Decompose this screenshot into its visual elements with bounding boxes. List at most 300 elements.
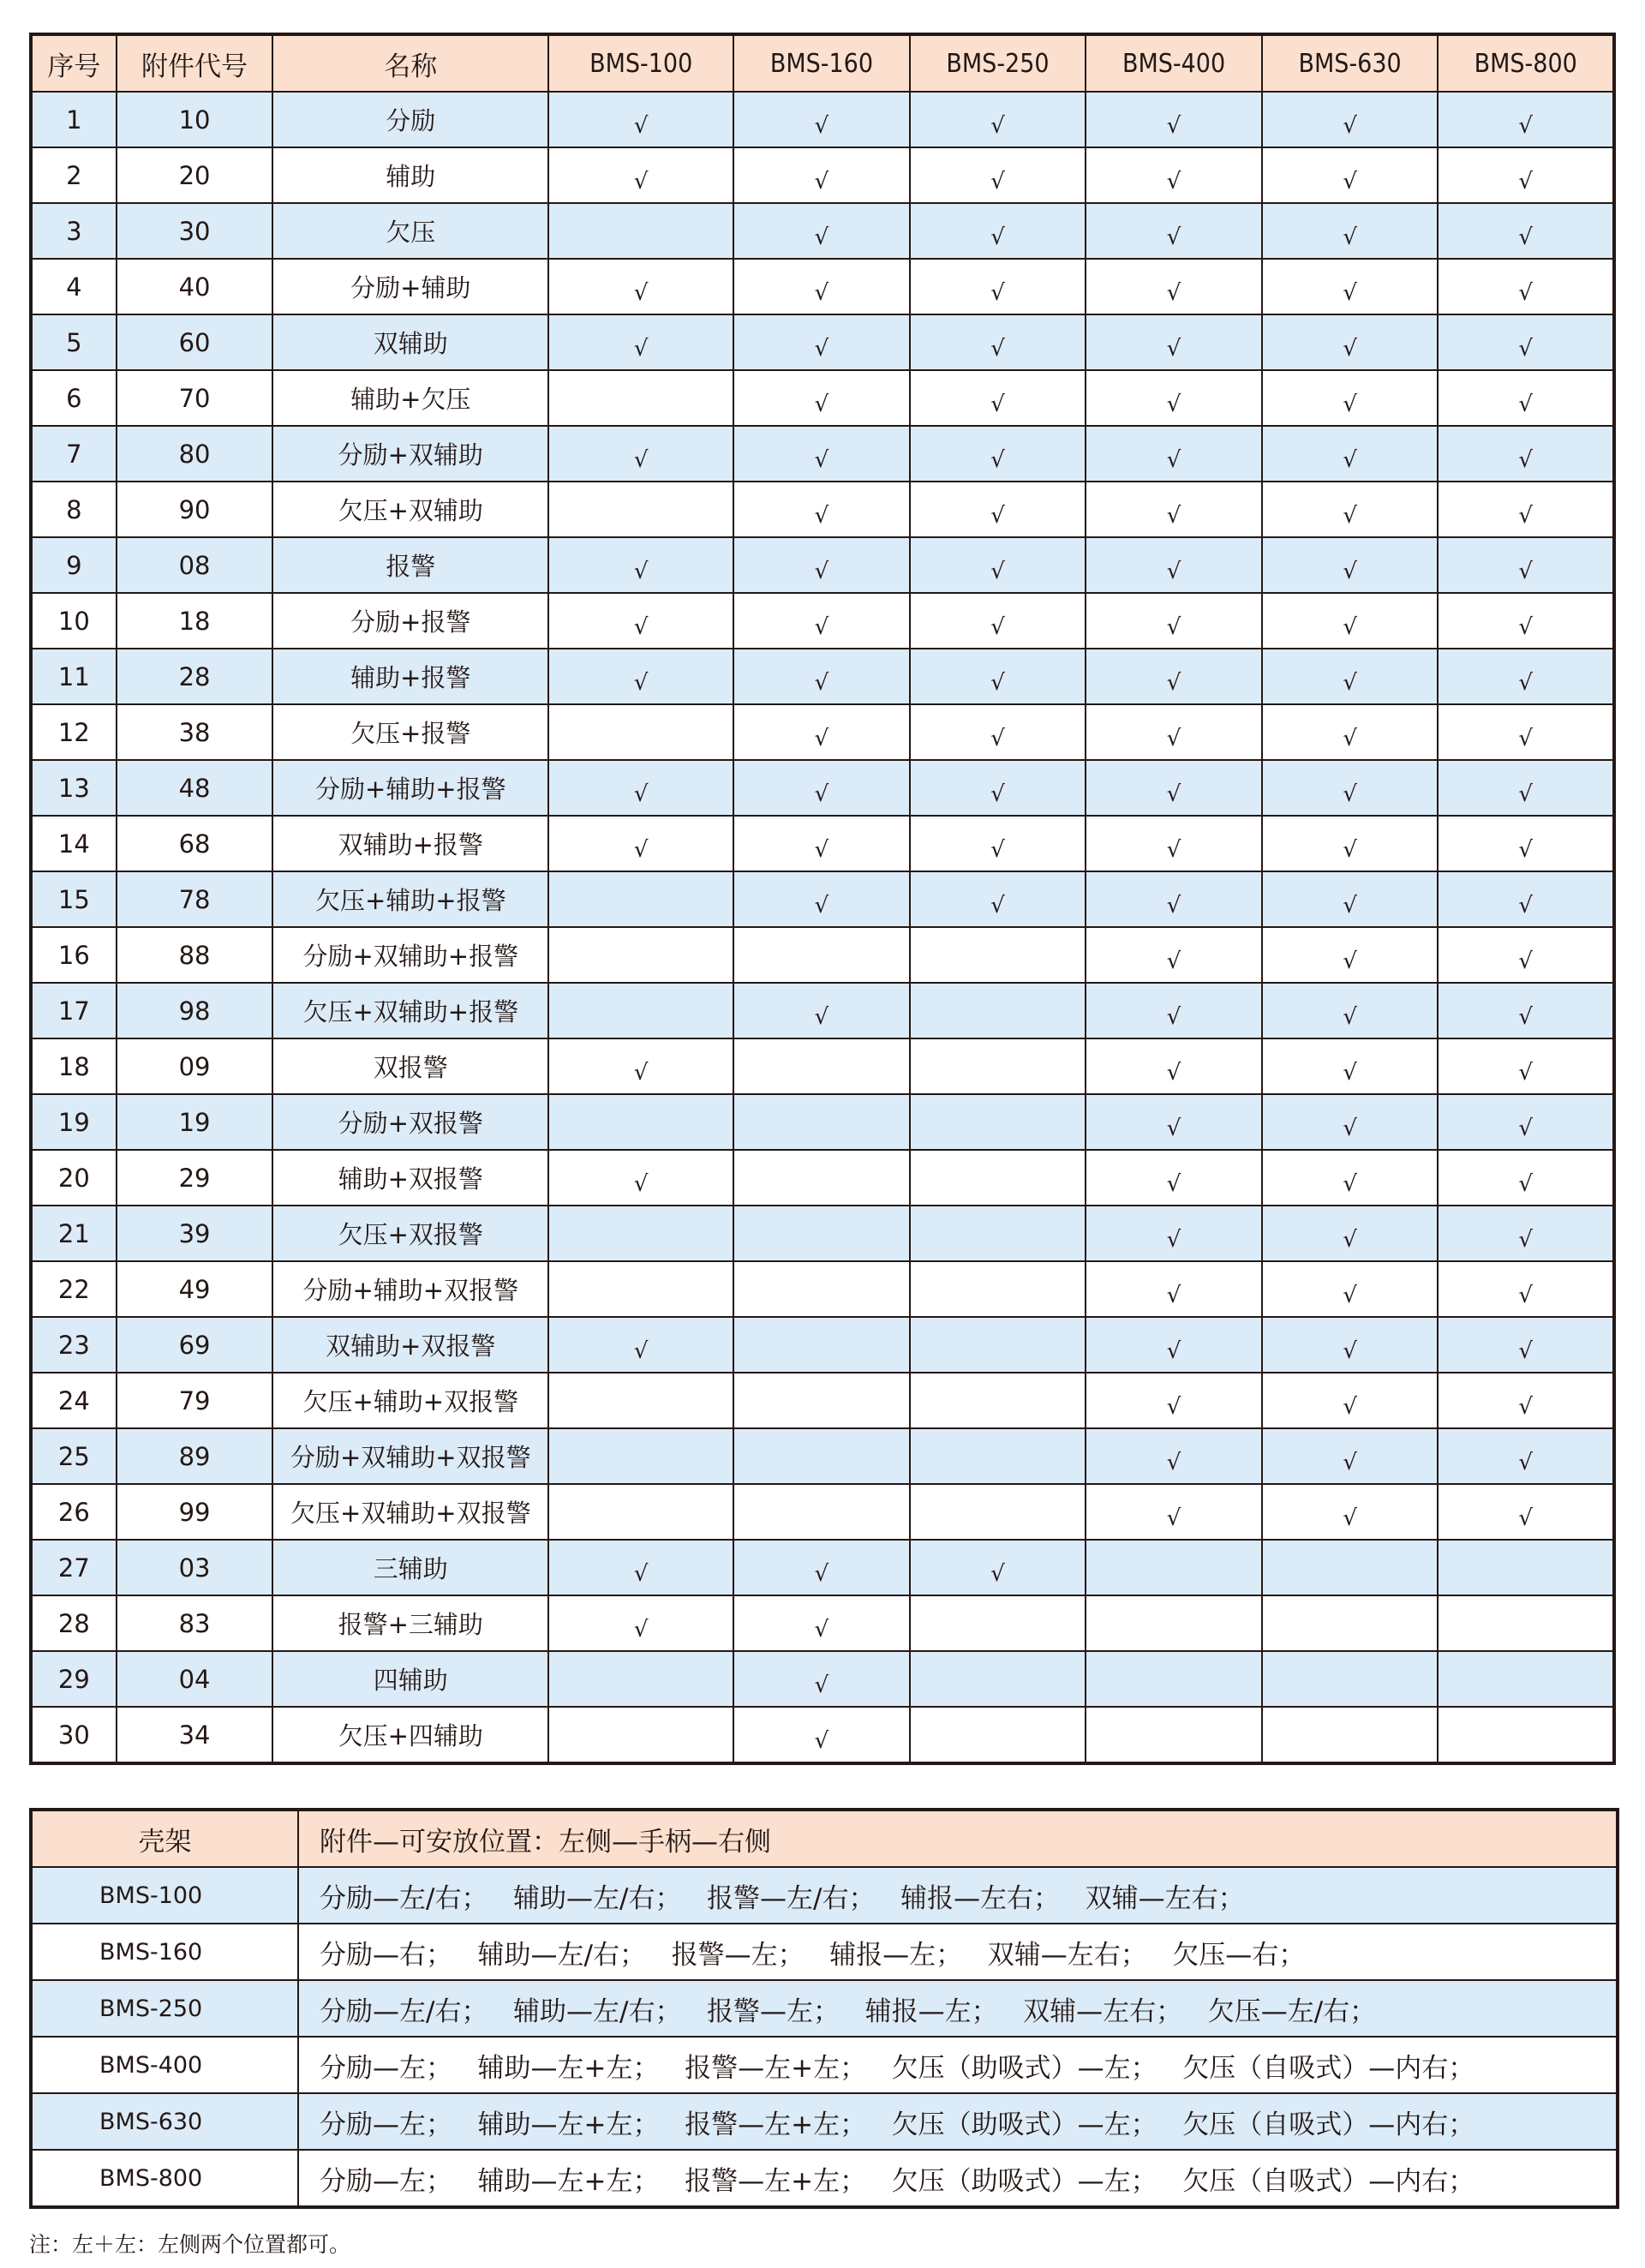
check-mark-icon: √	[633, 836, 649, 863]
table-row	[31, 1428, 1614, 1484]
check-cell	[1438, 482, 1614, 537]
check-cell	[548, 370, 733, 426]
seq-cell: 19	[31, 1094, 117, 1150]
table-header-row	[31, 34, 1614, 92]
name-cell: 欠压+辅助+双报警	[272, 1373, 548, 1428]
check-cell	[548, 1595, 733, 1651]
check-cell	[548, 649, 733, 704]
seq-cell: 1	[31, 92, 117, 147]
position-text-cell: 分励—左/右； 辅助—左/右； 报警—左； 辅报—左； 双辅—左右； 欠压—左/右；	[298, 1980, 1618, 2037]
check-cell	[548, 593, 733, 649]
check-cell	[1438, 1038, 1614, 1094]
check-cell	[548, 1206, 733, 1261]
check-cell	[1262, 1484, 1439, 1540]
check-mark-icon: √	[1518, 781, 1533, 807]
check-cell	[1086, 537, 1262, 593]
check-mark-icon: √	[633, 1059, 649, 1086]
table-row	[31, 2037, 1618, 2093]
check-cell	[1086, 482, 1262, 537]
check-mark-icon: √	[1518, 279, 1533, 306]
check-mark-icon: √	[814, 892, 829, 919]
check-cell	[733, 92, 910, 147]
check-mark-icon: √	[1343, 1115, 1357, 1141]
check-cell	[1438, 704, 1614, 760]
check-cell	[1086, 92, 1262, 147]
check-cell	[1438, 147, 1614, 203]
table-row	[31, 2093, 1618, 2150]
check-mark-icon: √	[1343, 558, 1357, 584]
name-cell: 辅助+报警	[272, 649, 548, 704]
check-mark-icon: √	[1166, 224, 1181, 250]
name-cell: 分励	[272, 92, 548, 147]
check-mark-icon: √	[1166, 1505, 1181, 1531]
check-cell	[1086, 203, 1262, 259]
check-cell	[1262, 1651, 1439, 1707]
check-cell	[548, 1373, 733, 1428]
check-mark-icon: √	[814, 1727, 829, 1754]
check-cell	[733, 760, 910, 816]
position-text-cell: 分励—左； 辅助—左+左； 报警—左+左； 欠压（助吸式）—左； 欠压（自吸式）—内右；	[298, 2150, 1618, 2207]
check-cell	[910, 259, 1086, 314]
header-model: BMS-160	[733, 34, 910, 92]
table-row	[31, 1980, 1618, 2037]
check-cell	[910, 1373, 1086, 1428]
check-cell	[1438, 1317, 1614, 1373]
name-cell: 欠压+四辅助	[272, 1707, 548, 1763]
seq-cell: 23	[31, 1317, 117, 1373]
check-cell	[1086, 1038, 1262, 1094]
check-cell	[1262, 1373, 1439, 1428]
check-cell	[1086, 259, 1262, 314]
code-cell: 80	[117, 426, 273, 482]
name-cell: 欠压+双辅助	[272, 482, 548, 537]
code-cell: 49	[117, 1261, 273, 1317]
code-cell: 30	[117, 203, 273, 259]
check-mark-icon: √	[1518, 391, 1533, 417]
check-cell	[910, 1206, 1086, 1261]
frame-cell: BMS-630	[31, 2093, 298, 2150]
check-cell	[1086, 1206, 1262, 1261]
seq-cell: 4	[31, 259, 117, 314]
check-mark-icon: √	[814, 669, 829, 696]
check-mark-icon: √	[1166, 1170, 1181, 1197]
check-cell	[1438, 593, 1614, 649]
check-mark-icon: √	[1166, 781, 1181, 807]
code-cell: 60	[117, 314, 273, 370]
check-mark-icon: √	[1518, 1115, 1533, 1141]
check-mark-icon: √	[814, 168, 829, 194]
check-mark-icon: √	[1343, 446, 1357, 473]
table-row	[31, 1540, 1614, 1595]
check-cell	[1438, 1484, 1614, 1540]
check-cell	[1262, 1038, 1439, 1094]
table-row	[31, 760, 1614, 816]
check-mark-icon: √	[814, 446, 829, 473]
check-cell	[1262, 370, 1439, 426]
position-text-cell: 分励—左/右； 辅助—左/右； 报警—左/右； 辅报—左右； 双辅—左右；	[298, 1867, 1618, 1924]
check-cell	[910, 760, 1086, 816]
check-cell	[548, 92, 733, 147]
check-cell	[1086, 314, 1262, 370]
check-mark-icon: √	[990, 224, 1005, 250]
seq-cell: 2	[31, 147, 117, 203]
check-cell	[733, 370, 910, 426]
check-cell	[733, 1651, 910, 1707]
table-row	[31, 1867, 1618, 1924]
check-cell	[910, 1094, 1086, 1150]
header-frame: 壳架	[31, 1810, 298, 1867]
footnote: 注：左＋左：左侧两个位置都可。	[29, 2232, 351, 2257]
check-mark-icon: √	[1166, 335, 1181, 362]
frame-cell: BMS-800	[31, 2150, 298, 2207]
check-mark-icon: √	[990, 112, 1005, 139]
check-cell	[1086, 1595, 1262, 1651]
frame-cell: BMS-400	[31, 2037, 298, 2093]
table-row	[31, 1707, 1614, 1763]
check-cell	[1086, 871, 1262, 927]
check-mark-icon: √	[1518, 1449, 1533, 1475]
check-cell	[733, 1540, 910, 1595]
check-mark-icon: √	[1166, 112, 1181, 139]
check-cell	[1438, 370, 1614, 426]
check-cell	[548, 314, 733, 370]
table-row	[31, 1484, 1614, 1540]
check-mark-icon: √	[1166, 669, 1181, 696]
name-cell: 双辅助+报警	[272, 816, 548, 871]
check-cell	[1262, 927, 1439, 983]
position-text-cell: 分励—右； 辅助—左/右； 报警—左； 辅报—左； 双辅—左右； 欠压—右；	[298, 1924, 1618, 1980]
code-cell: 19	[117, 1094, 273, 1150]
check-cell	[733, 1261, 910, 1317]
check-mark-icon: √	[990, 781, 1005, 807]
check-mark-icon: √	[633, 613, 649, 640]
check-mark-icon: √	[1166, 168, 1181, 194]
check-cell	[1086, 1317, 1262, 1373]
check-mark-icon: √	[1518, 669, 1533, 696]
check-cell	[548, 537, 733, 593]
name-cell: 欠压	[272, 203, 548, 259]
check-mark-icon: √	[633, 669, 649, 696]
table-row	[31, 482, 1614, 537]
check-cell	[1262, 1317, 1439, 1373]
check-cell	[1438, 871, 1614, 927]
table-row	[31, 147, 1614, 203]
check-cell	[1438, 1595, 1614, 1651]
name-cell: 四辅助	[272, 1651, 548, 1707]
name-cell: 分励+报警	[272, 593, 548, 649]
check-mark-icon: √	[1518, 1393, 1533, 1420]
check-cell	[548, 1707, 733, 1763]
code-cell: 88	[117, 927, 273, 983]
position-text-cell: 分励—左； 辅助—左+左； 报警—左+左； 欠压（助吸式）—左； 欠压（自吸式）—内右；	[298, 2037, 1618, 2093]
table-row	[31, 259, 1614, 314]
check-mark-icon: √	[990, 558, 1005, 584]
code-cell: 98	[117, 983, 273, 1038]
check-mark-icon: √	[1518, 335, 1533, 362]
header-model: BMS-100	[548, 34, 733, 92]
check-mark-icon: √	[1166, 1003, 1181, 1030]
check-mark-icon: √	[1166, 391, 1181, 417]
check-cell	[733, 314, 910, 370]
check-cell	[733, 1206, 910, 1261]
check-cell	[1086, 1707, 1262, 1763]
check-cell	[1438, 983, 1614, 1038]
check-mark-icon: √	[1166, 725, 1181, 751]
check-cell	[910, 871, 1086, 927]
check-cell	[733, 203, 910, 259]
check-cell	[1262, 147, 1439, 203]
check-cell	[1262, 1428, 1439, 1484]
check-cell	[733, 537, 910, 593]
check-cell	[548, 1540, 733, 1595]
check-mark-icon: √	[814, 725, 829, 751]
name-cell: 分励+双辅助+双报警	[272, 1428, 548, 1484]
check-cell	[733, 871, 910, 927]
mounting-position-table	[29, 1808, 1619, 2209]
table-row	[31, 314, 1614, 370]
check-mark-icon: √	[990, 613, 1005, 640]
check-cell	[1438, 537, 1614, 593]
accessory-compatibility-table	[29, 33, 1616, 1765]
check-cell	[910, 1595, 1086, 1651]
check-cell	[1438, 1206, 1614, 1261]
code-cell: 20	[117, 147, 273, 203]
accessory-table-body	[31, 92, 1614, 1763]
check-mark-icon: √	[633, 558, 649, 584]
check-mark-icon: √	[990, 335, 1005, 362]
check-cell	[548, 983, 733, 1038]
name-cell: 欠压+辅助+报警	[272, 871, 548, 927]
check-mark-icon: √	[1166, 1337, 1181, 1364]
check-mark-icon: √	[814, 1672, 829, 1698]
check-cell	[1086, 426, 1262, 482]
check-cell	[1086, 816, 1262, 871]
seq-cell: 9	[31, 537, 117, 593]
check-mark-icon: √	[1343, 1059, 1357, 1086]
check-cell	[1262, 314, 1439, 370]
check-mark-icon: √	[1518, 613, 1533, 640]
check-cell	[548, 704, 733, 760]
header-model: BMS-400	[1086, 34, 1262, 92]
check-cell	[910, 1540, 1086, 1595]
check-cell	[548, 1094, 733, 1150]
check-mark-icon: √	[1518, 502, 1533, 529]
check-cell	[733, 259, 910, 314]
code-cell: 70	[117, 370, 273, 426]
check-mark-icon: √	[1343, 1337, 1357, 1364]
seq-cell: 24	[31, 1373, 117, 1428]
code-cell: 10	[117, 92, 273, 147]
header-model: BMS-250	[910, 34, 1086, 92]
check-mark-icon: √	[1343, 224, 1357, 250]
check-cell	[1086, 370, 1262, 426]
seq-cell: 28	[31, 1595, 117, 1651]
check-cell	[910, 1317, 1086, 1373]
code-cell: 18	[117, 593, 273, 649]
name-cell: 辅助	[272, 147, 548, 203]
check-cell	[1086, 1261, 1262, 1317]
check-mark-icon: √	[1343, 613, 1357, 640]
code-cell: 09	[117, 1038, 273, 1094]
check-cell	[1086, 1428, 1262, 1484]
check-cell	[1438, 92, 1614, 147]
check-mark-icon: √	[1518, 1059, 1533, 1086]
check-mark-icon: √	[1343, 1226, 1357, 1253]
check-mark-icon: √	[1518, 224, 1533, 250]
check-cell	[1262, 593, 1439, 649]
check-cell	[910, 314, 1086, 370]
check-cell	[1262, 203, 1439, 259]
table-header-row	[31, 1810, 1618, 1867]
check-mark-icon: √	[1166, 279, 1181, 306]
check-mark-icon: √	[814, 112, 829, 139]
header-model: BMS-800	[1438, 34, 1614, 92]
check-mark-icon: √	[1343, 948, 1357, 974]
seq-cell: 30	[31, 1707, 117, 1763]
check-mark-icon: √	[1518, 1226, 1533, 1253]
check-cell	[1086, 593, 1262, 649]
check-mark-icon: √	[633, 446, 649, 473]
name-cell: 欠压+报警	[272, 704, 548, 760]
check-mark-icon: √	[1343, 1449, 1357, 1475]
seq-cell: 10	[31, 593, 117, 649]
seq-cell: 20	[31, 1150, 117, 1206]
check-cell	[733, 1484, 910, 1540]
check-mark-icon: √	[814, 502, 829, 529]
check-cell	[548, 1038, 733, 1094]
check-cell	[910, 983, 1086, 1038]
header-name: 名称	[272, 34, 548, 92]
code-cell: 68	[117, 816, 273, 871]
check-mark-icon: √	[1343, 725, 1357, 751]
check-cell	[1086, 649, 1262, 704]
check-mark-icon: √	[990, 279, 1005, 306]
name-cell: 辅助+双报警	[272, 1150, 548, 1206]
check-cell	[910, 1707, 1086, 1763]
check-mark-icon: √	[1166, 1393, 1181, 1420]
code-cell: 83	[117, 1595, 273, 1651]
seq-cell: 16	[31, 927, 117, 983]
check-mark-icon: √	[633, 1337, 649, 1364]
check-cell	[733, 1038, 910, 1094]
name-cell: 辅助+欠压	[272, 370, 548, 426]
check-mark-icon: √	[1343, 279, 1357, 306]
name-cell: 三辅助	[272, 1540, 548, 1595]
check-cell	[1438, 1373, 1614, 1428]
check-mark-icon: √	[814, 1003, 829, 1030]
check-cell	[548, 1261, 733, 1317]
check-cell	[1438, 649, 1614, 704]
check-cell	[1086, 760, 1262, 816]
check-cell	[910, 203, 1086, 259]
check-cell	[733, 1373, 910, 1428]
code-cell: 48	[117, 760, 273, 816]
check-cell	[733, 1428, 910, 1484]
check-cell	[1438, 1707, 1614, 1763]
check-cell	[1438, 1150, 1614, 1206]
name-cell: 分励+辅助+双报警	[272, 1261, 548, 1317]
check-cell	[1262, 537, 1439, 593]
code-cell: 99	[117, 1484, 273, 1540]
check-mark-icon: √	[1166, 1449, 1181, 1475]
code-cell: 34	[117, 1707, 273, 1763]
seq-cell: 25	[31, 1428, 117, 1484]
frame-cell: BMS-250	[31, 1980, 298, 2037]
check-cell	[1262, 816, 1439, 871]
check-cell	[910, 927, 1086, 983]
check-mark-icon: √	[1166, 1282, 1181, 1308]
check-cell	[910, 1651, 1086, 1707]
check-mark-icon: √	[1166, 948, 1181, 974]
check-cell	[733, 927, 910, 983]
check-mark-icon: √	[1166, 558, 1181, 584]
check-mark-icon: √	[1166, 836, 1181, 863]
check-mark-icon: √	[814, 558, 829, 584]
check-cell	[733, 147, 910, 203]
table-row	[31, 1094, 1614, 1150]
check-mark-icon: √	[633, 1170, 649, 1197]
code-cell: 79	[117, 1373, 273, 1428]
check-cell	[548, 147, 733, 203]
seq-cell: 26	[31, 1484, 117, 1540]
name-cell: 欠压+双辅助+双报警	[272, 1484, 548, 1540]
table-row	[31, 1373, 1614, 1428]
check-mark-icon: √	[814, 279, 829, 306]
check-cell	[1262, 760, 1439, 816]
check-mark-icon: √	[1343, 112, 1357, 139]
check-mark-icon: √	[1343, 781, 1357, 807]
check-cell	[733, 426, 910, 482]
check-cell	[1262, 92, 1439, 147]
seq-cell: 6	[31, 370, 117, 426]
check-cell	[1262, 649, 1439, 704]
check-mark-icon: √	[1343, 502, 1357, 529]
check-cell	[733, 816, 910, 871]
table-row	[31, 816, 1614, 871]
seq-cell: 18	[31, 1038, 117, 1094]
check-mark-icon: √	[1166, 446, 1181, 473]
check-cell	[910, 649, 1086, 704]
check-cell	[910, 593, 1086, 649]
code-cell: 39	[117, 1206, 273, 1261]
check-mark-icon: √	[633, 1616, 649, 1643]
name-cell: 报警+三辅助	[272, 1595, 548, 1651]
name-cell: 欠压+双报警	[272, 1206, 548, 1261]
check-mark-icon: √	[990, 892, 1005, 919]
check-cell	[1086, 927, 1262, 983]
check-cell	[910, 1428, 1086, 1484]
name-cell: 分励+双辅助	[272, 426, 548, 482]
check-cell	[548, 816, 733, 871]
check-cell	[1262, 871, 1439, 927]
table-row	[31, 370, 1614, 426]
check-mark-icon: √	[1166, 1059, 1181, 1086]
check-cell	[1086, 1651, 1262, 1707]
check-mark-icon: √	[1518, 1505, 1533, 1531]
check-cell	[1262, 259, 1439, 314]
check-cell	[1438, 1540, 1614, 1595]
check-mark-icon: √	[1518, 558, 1533, 584]
check-cell	[1262, 1261, 1439, 1317]
check-cell	[548, 1428, 733, 1484]
check-mark-icon: √	[990, 391, 1005, 417]
check-cell	[733, 704, 910, 760]
check-cell	[548, 1651, 733, 1707]
check-cell	[733, 1595, 910, 1651]
check-mark-icon: √	[814, 613, 829, 640]
check-mark-icon: √	[1343, 669, 1357, 696]
check-cell	[548, 927, 733, 983]
